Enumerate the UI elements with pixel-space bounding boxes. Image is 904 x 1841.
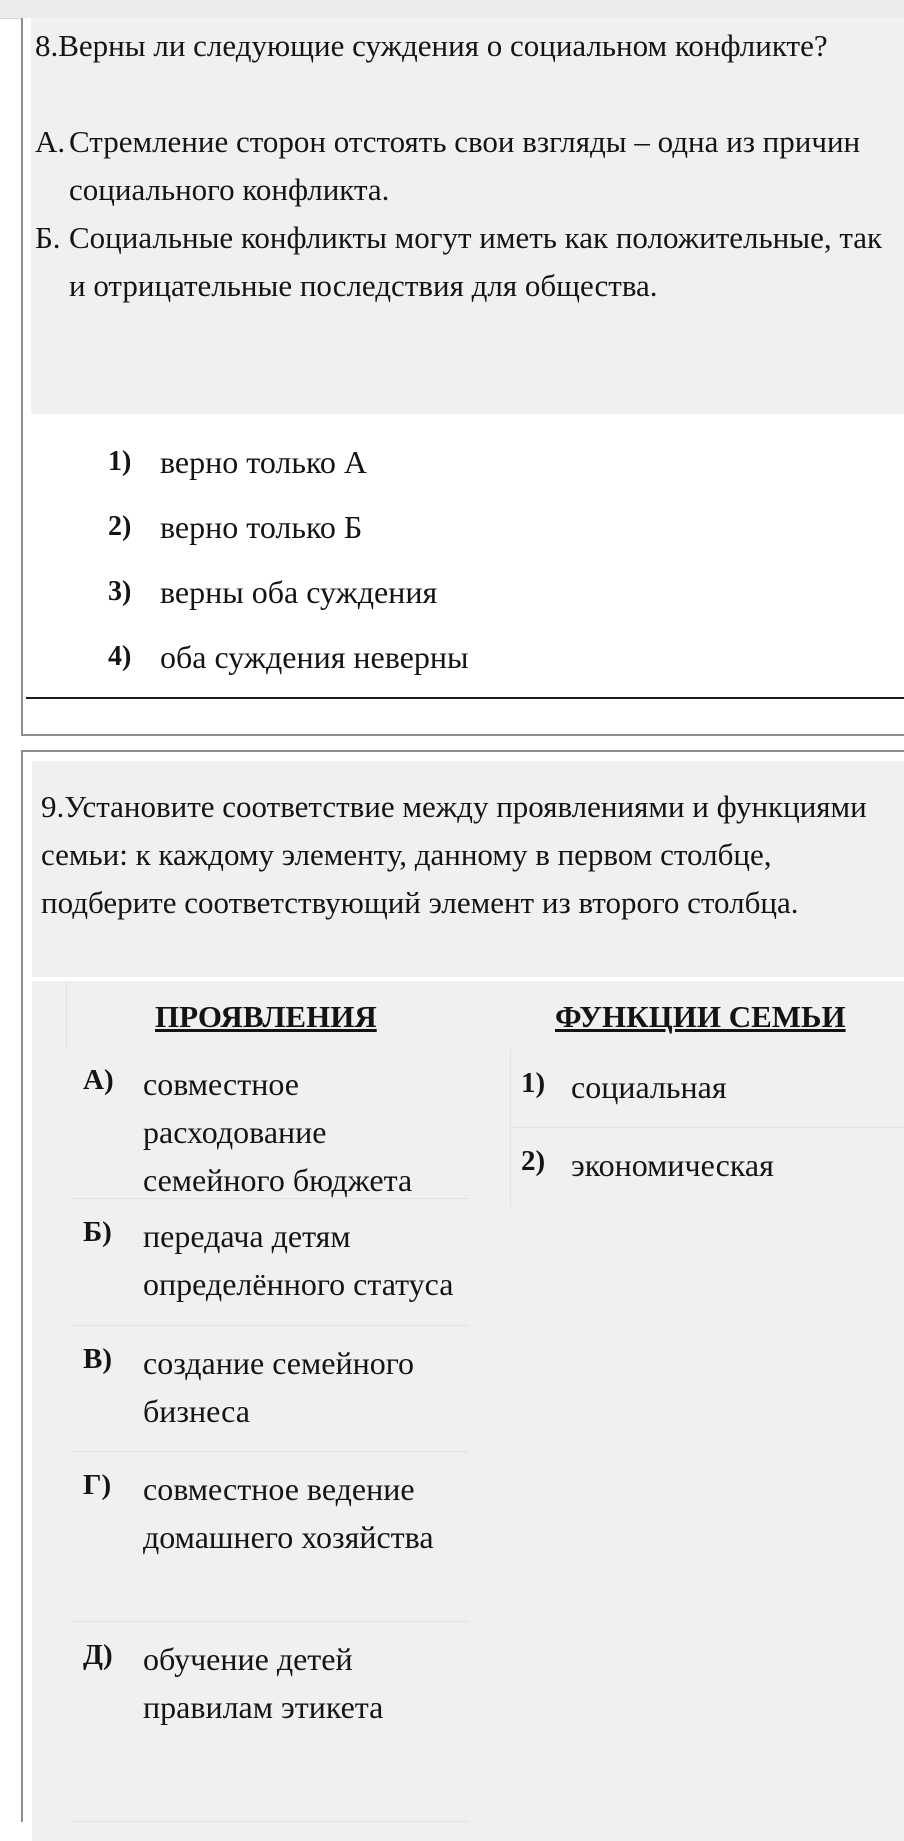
question-8-block bbox=[21, 18, 904, 736]
item-text: обучение детей правилам этикета bbox=[143, 1641, 384, 1725]
statement-b-text: Социальные конфликты могут иметь как положительные, так и отрицательные последствия для общества. bbox=[69, 220, 883, 303]
right-item-1 bbox=[510, 1049, 904, 1128]
divider bbox=[26, 697, 904, 699]
item-text: совместное ведение домашнего хозяйства bbox=[143, 1471, 434, 1555]
item-key: А) bbox=[83, 1064, 114, 1096]
item-key: 1) bbox=[521, 1067, 546, 1099]
statement-a-letter: А. bbox=[35, 124, 66, 159]
question-8-text: 8.Верны ли следующие суждения о социальном конфликте? bbox=[35, 28, 828, 63]
item-key: В) bbox=[83, 1343, 112, 1375]
item-text: создание семейного бизнеса bbox=[143, 1345, 415, 1429]
right-item-2 bbox=[510, 1127, 904, 1207]
left-item-g bbox=[72, 1451, 469, 1622]
top-bar bbox=[0, 0, 904, 19]
left-item-d bbox=[72, 1621, 469, 1822]
item-key: 2) bbox=[521, 1145, 546, 1177]
left-item-b bbox=[72, 1198, 469, 1326]
statement-a-text: Стремление сторон отстоять свои взгляды – одна из причин социального конфликта. bbox=[69, 124, 861, 207]
answer-option-1[interactable] bbox=[83, 438, 883, 503]
question-9-text: 9.Установите соответствие между проявлениями и функциями семьи: к каждому элементу, данному в первом столбце, подберите соответствующий элемент из второго столбца. bbox=[41, 789, 867, 920]
item-key: Г) bbox=[83, 1469, 112, 1501]
item-key: Д) bbox=[83, 1639, 113, 1671]
answer-number: 2) bbox=[108, 511, 132, 542]
answer-text: верно только Б bbox=[160, 509, 363, 545]
answer-text: верно только А bbox=[160, 444, 367, 480]
question-9-stem bbox=[32, 761, 904, 977]
statement-a bbox=[35, 118, 904, 214]
answer-option-3[interactable] bbox=[83, 568, 883, 633]
answer-number: 4) bbox=[108, 641, 132, 672]
answer-text: верны оба суждения bbox=[160, 574, 438, 610]
answer-number: 1) bbox=[108, 446, 132, 477]
statement-b bbox=[35, 214, 904, 310]
item-text: передача детям определённого статуса bbox=[143, 1218, 454, 1302]
answer-option-4[interactable] bbox=[83, 633, 883, 698]
statement-b-letter: Б. bbox=[35, 220, 61, 255]
item-key: Б) bbox=[83, 1216, 112, 1248]
item-text: экономическая bbox=[571, 1147, 774, 1183]
left-item-a bbox=[72, 1046, 469, 1199]
answer-option-2[interactable] bbox=[83, 503, 883, 568]
question-9-block bbox=[21, 750, 904, 1822]
right-column-header: ФУНКЦИИ СЕМЬИ bbox=[555, 999, 846, 1034]
item-text: социальная bbox=[571, 1069, 727, 1105]
item-text: совместное расходование семейного бюджета bbox=[143, 1066, 413, 1198]
answer-number: 3) bbox=[108, 576, 132, 607]
answer-options bbox=[83, 438, 883, 698]
left-item-v bbox=[72, 1325, 469, 1452]
answer-text: оба суждения неверны bbox=[160, 639, 469, 675]
matching-table bbox=[32, 981, 904, 1841]
left-column-header: ПРОЯВЛЕНИЯ bbox=[155, 999, 377, 1034]
